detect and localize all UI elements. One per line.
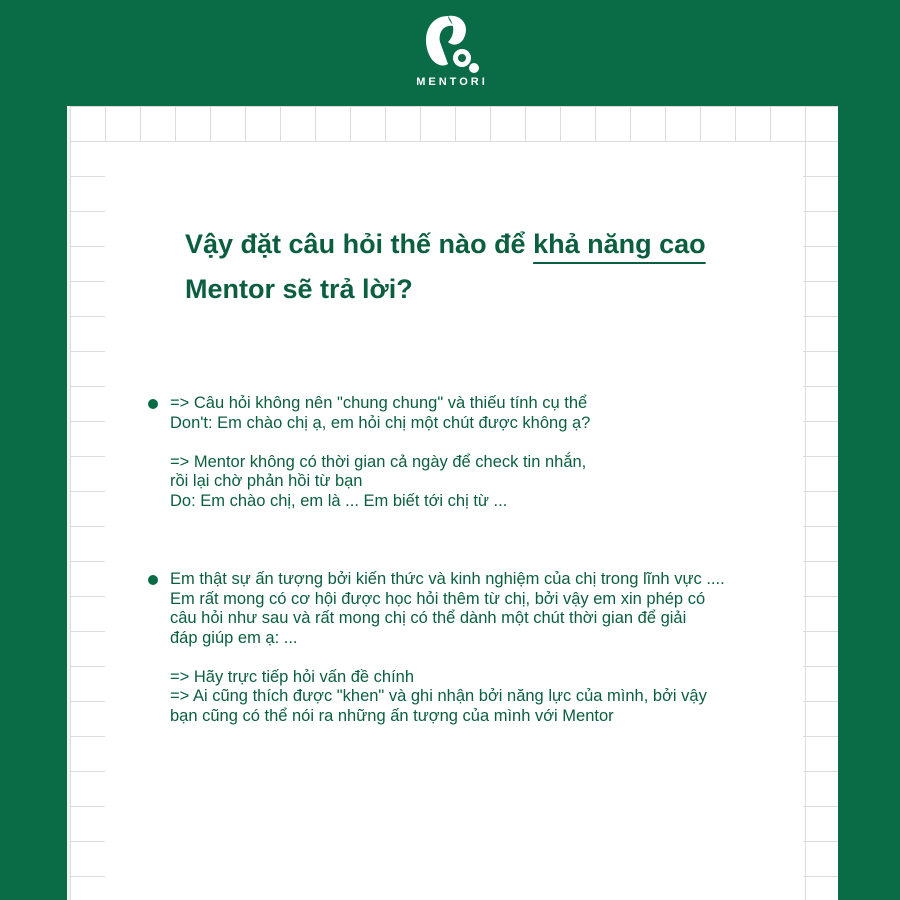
title-highlight: khả năng cao bbox=[533, 229, 706, 259]
list-item-line: câu hỏi như sau và rất mong chị có thể dành một chút thời gian để giải bbox=[170, 609, 687, 627]
list-item-line: Em rất mong có cơ hội được học hỏi thêm từ chị, bởi vậy em xin phép có bbox=[170, 589, 706, 608]
page-title bbox=[185, 222, 785, 312]
list-item-line: đáp giúp em ạ: ... bbox=[170, 628, 298, 647]
title-text-line2: Mentor sẽ trả lời? bbox=[185, 274, 413, 304]
brand-name: MENTORI bbox=[416, 76, 488, 88]
bullet-icon bbox=[148, 399, 158, 409]
list-item-line: => Mentor không có thời gian cả ngày để check tin nhắn, bbox=[170, 452, 587, 471]
list-item-line: => Hãy trực tiếp hỏi vấn đề chính bbox=[170, 667, 415, 686]
bullet-icon bbox=[148, 575, 158, 585]
list-item-line: bạn cũng có thể nói ra những ấn tượng của mình với Mentor bbox=[170, 706, 614, 725]
list-item bbox=[170, 570, 790, 726]
list-item-line: => Câu hỏi không nên "chung chung" và thiếu tính cụ thể bbox=[170, 394, 588, 412]
mentori-logo-icon bbox=[418, 12, 484, 78]
list-item-line: => Ai cũng thích được "khen" và ghi nhận bởi năng lực của mình, bởi vậy bbox=[170, 687, 707, 705]
list-item-line: Em thật sự ấn tượng bởi kiến thức và kinh nghiệm của chị trong lĩnh vực .... bbox=[170, 570, 725, 588]
brand-header bbox=[0, 0, 900, 100]
list-item-line: rồi lại chờ phản hồi từ bạn bbox=[170, 472, 363, 490]
title-text: Vậy đặt câu hỏi thế nào để bbox=[185, 229, 534, 259]
list-item bbox=[170, 394, 790, 511]
list-item-line: Do: Em chào chị, em là ... Em biết tới chị từ ... bbox=[170, 491, 508, 510]
list-item-line: Don't: Em chào chị ạ, em hỏi chị một chút được không ạ? bbox=[170, 413, 591, 432]
